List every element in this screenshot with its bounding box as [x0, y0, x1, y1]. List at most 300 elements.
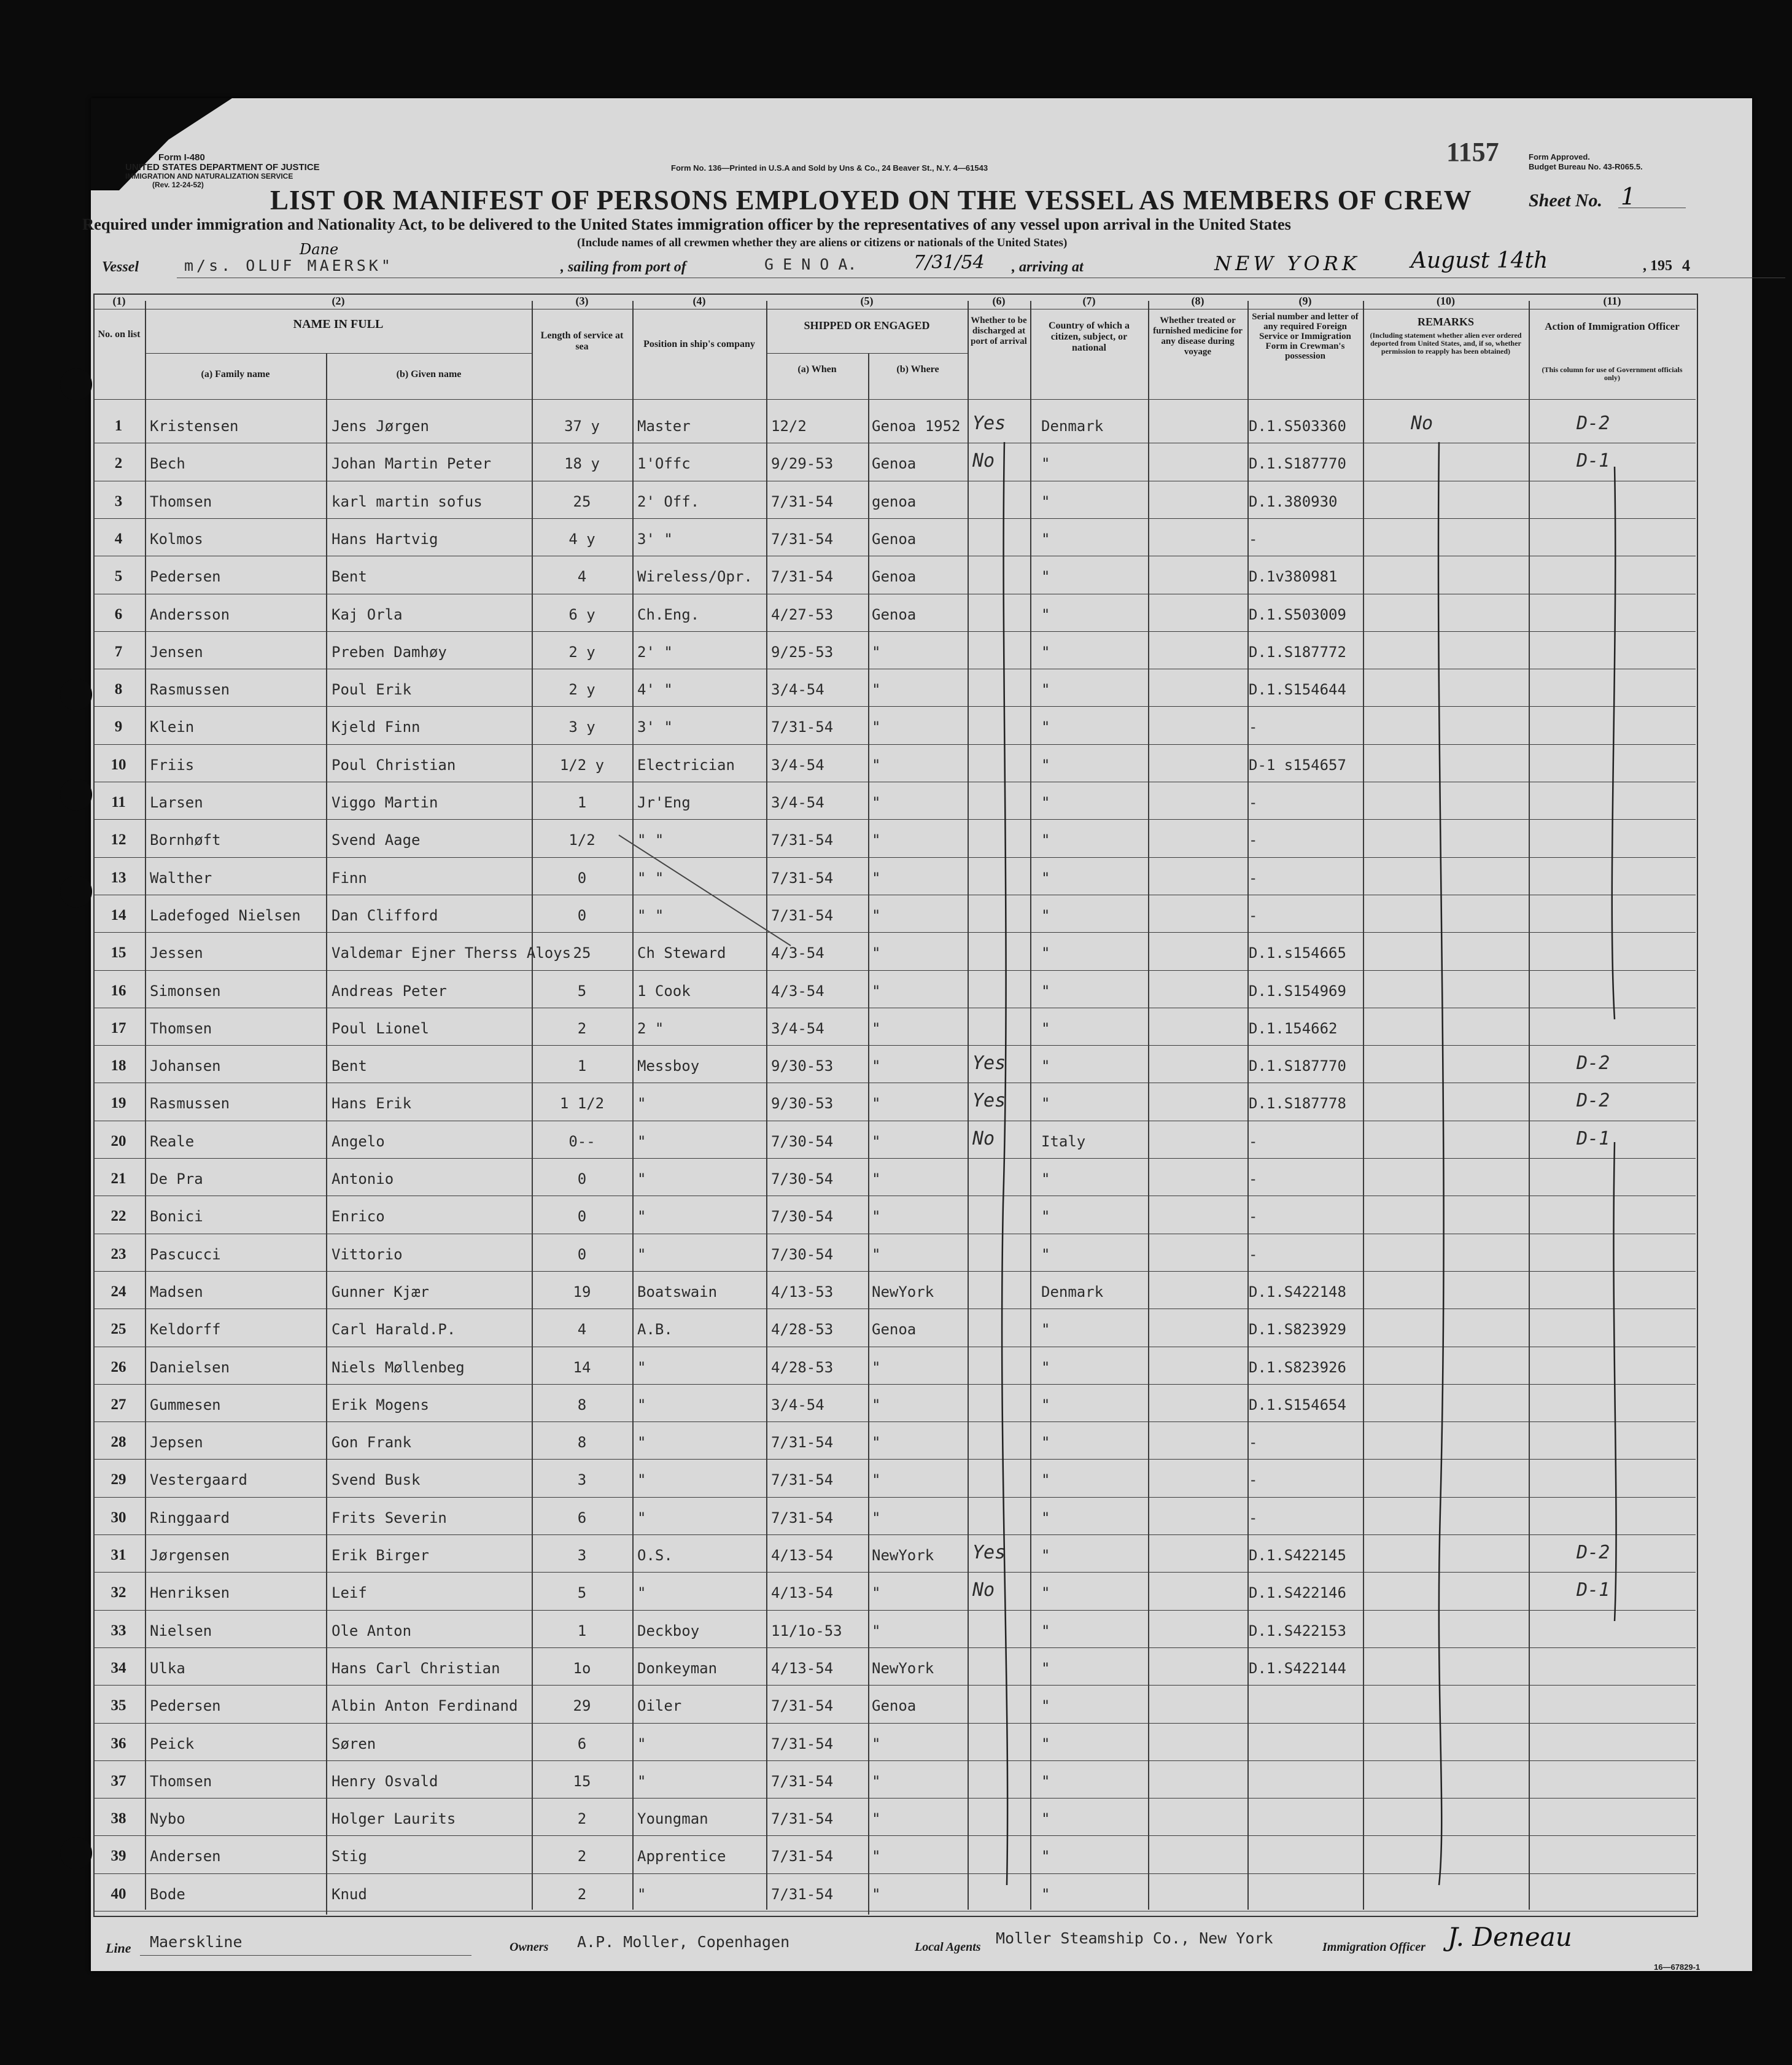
cell-country: "	[1041, 1622, 1050, 1639]
cell-service: 29	[573, 1697, 591, 1715]
cell-n: 36	[111, 1735, 126, 1752]
cell-when: 7/31-54	[771, 1471, 834, 1489]
cell-position: "	[637, 1396, 646, 1414]
cell-country: "	[1041, 605, 1050, 623]
col-header-service: Length of service at sea	[540, 330, 624, 352]
cell-when: 4/13-54	[771, 1584, 834, 1602]
col-header-where: (b) Where	[896, 364, 939, 375]
cell-family: Andersen	[150, 1848, 221, 1865]
cell-given: Bent	[332, 568, 367, 586]
footer-underline	[140, 1955, 471, 1956]
cell-family: Bornhøft	[150, 831, 221, 849]
footer-line-label: Line	[106, 1940, 131, 1956]
cell-family: Pascucci	[150, 1245, 221, 1263]
col-header-family-name: (a) Family name	[201, 369, 270, 379]
footer-officer-label: Immigration Officer	[1322, 1940, 1425, 1954]
vessel-value: m/s. OLUF MAERSK"	[184, 257, 394, 274]
cell-when: 9/30-53	[771, 1095, 834, 1113]
col6-number: (6)	[992, 295, 1006, 307]
cell-given: Kaj Orla	[332, 605, 403, 623]
col-header-given-name: (b) Given name	[396, 369, 462, 379]
cell-when: 4/13-54	[771, 1547, 834, 1564]
cell-n: 16	[111, 982, 126, 999]
cell-given: Kjeld Finn	[332, 718, 421, 736]
cell-where: genoa	[872, 492, 917, 510]
cell-n: 39	[111, 1848, 126, 1865]
cell-country: "	[1041, 530, 1050, 548]
cell-when: 3/4-54	[771, 794, 824, 811]
col7-number: (7)	[1082, 295, 1096, 307]
cell-country: "	[1041, 1057, 1050, 1075]
cell-country: "	[1041, 1810, 1050, 1828]
cell-given: Antonio	[332, 1170, 394, 1188]
cell-form: D.1.S154654	[1249, 1396, 1346, 1414]
cell-where: "	[872, 1095, 881, 1113]
cell-form: -	[1249, 718, 1258, 736]
cell-given: Hans Hartvig	[332, 530, 438, 548]
cell-where: "	[872, 1509, 881, 1526]
cell-family: Simonsen	[150, 982, 221, 1000]
cell-position: "	[637, 1772, 646, 1790]
cell-position: "	[637, 1471, 646, 1489]
cell-given: Finn	[332, 869, 367, 887]
cell-where: Genoa	[872, 1697, 917, 1715]
cell-service: 2 y	[568, 681, 595, 699]
cell-service: 6	[577, 1509, 587, 1526]
cell-action: D-1	[1577, 1127, 1610, 1149]
cell-family: Jørgensen	[150, 1547, 230, 1564]
cell-n: 35	[111, 1697, 126, 1714]
cell-form: D.1.S154969	[1249, 982, 1346, 1000]
cell-position: "	[637, 1095, 646, 1113]
cell-position: "	[637, 1170, 646, 1188]
cell-where: "	[872, 1471, 881, 1489]
sailing-port: G E N O A.	[764, 255, 857, 273]
cell-position: 2' Off.	[637, 492, 700, 510]
cell-position: 3' "	[637, 718, 673, 736]
cell-service: 37 y	[564, 418, 600, 435]
col10-number: (10)	[1437, 295, 1455, 307]
approval-line: Form Approved.	[1529, 152, 1590, 161]
cell-service: 6 y	[568, 605, 595, 623]
cell-where: "	[872, 1848, 881, 1865]
cell-discharge: No	[972, 1579, 995, 1601]
cell-given: Poul Christian	[332, 756, 456, 774]
cell-service: 5	[577, 982, 587, 1000]
cell-family: Jessen	[150, 944, 203, 962]
cell-when: 12/2	[771, 418, 807, 435]
cell-when: 3/4-54	[771, 1019, 824, 1037]
cell-family: Madsen	[150, 1283, 203, 1301]
cell-family: Pedersen	[150, 568, 221, 586]
cell-given: Svend Busk	[332, 1471, 421, 1489]
cell-country: "	[1041, 831, 1050, 849]
cell-form: D.1.S422145	[1249, 1547, 1346, 1564]
cell-given: Holger Laurits	[332, 1810, 456, 1828]
cell-where: "	[872, 718, 881, 736]
cell-position: "	[637, 1885, 646, 1903]
cell-family: Bode	[150, 1885, 185, 1903]
subtitle-note: (Include names of all crewmen whether they are aliens or citizens or nationals of the United States)	[577, 236, 1068, 249]
sheet-label: Sheet No.	[1529, 190, 1602, 211]
cell-when: 7/31-54	[771, 1772, 834, 1790]
cell-position: 3' "	[637, 530, 673, 548]
cell-form: -	[1249, 906, 1258, 924]
cell-family: Henriksen	[150, 1584, 230, 1602]
cell-given: Niels Møllenbeg	[332, 1358, 465, 1376]
cell-service: 0	[577, 1245, 587, 1263]
cell-given: Albin Anton Ferdinand	[332, 1697, 518, 1715]
col-header-shipped: SHIPPED OR ENGAGED	[804, 319, 930, 332]
cell-service: 15	[573, 1772, 591, 1790]
cell-action: D-1	[1577, 450, 1610, 472]
col-header-when: (a) When	[797, 364, 837, 375]
cell-when: 4/28-53	[771, 1321, 834, 1339]
cell-service: 1	[577, 1057, 587, 1075]
cell-where: "	[872, 1622, 881, 1639]
cell-action: D-2	[1577, 413, 1610, 434]
cell-form: -	[1249, 1245, 1258, 1263]
col3-number: (3)	[575, 295, 589, 307]
cell-n: 29	[111, 1471, 126, 1488]
cell-when: 7/31-54	[771, 1848, 834, 1865]
cell-form: D.1v380981	[1249, 568, 1338, 586]
cell-where: NewYork	[872, 1283, 934, 1301]
cell-service: 1 1/2	[559, 1095, 605, 1113]
col-header-country: Country of which a citizen, subject, or national	[1048, 321, 1130, 353]
cell-position: Deckboy	[637, 1622, 700, 1639]
cell-service: 2	[577, 1885, 587, 1903]
cell-given: Angelo	[332, 1132, 385, 1150]
cell-family: Thomsen	[150, 1772, 212, 1790]
cell-family: Klein	[150, 718, 195, 736]
cell-n: 34	[111, 1659, 126, 1676]
cell-position: 2' "	[637, 643, 673, 661]
department-line: UNITED STATES DEPARTMENT OF JUSTICE	[125, 162, 320, 173]
cell-when: 7/30-54	[771, 1208, 834, 1226]
cell-service: 2	[577, 1848, 587, 1865]
cell-service: 2 y	[568, 643, 595, 661]
cell-position: "	[637, 1358, 646, 1376]
cell-service: 0--	[568, 1132, 595, 1150]
cell-when: 11/1o-53	[771, 1622, 842, 1639]
cell-country: "	[1041, 756, 1050, 774]
cell-family: Keldorff	[150, 1321, 221, 1339]
cell-when: 4/3-54	[771, 982, 824, 1000]
cell-where: "	[872, 1358, 881, 1376]
cell-when: 4/27-53	[771, 605, 834, 623]
col-header-list-number: No. on list	[98, 329, 141, 340]
cell-where: "	[872, 1584, 881, 1602]
cell-n: 38	[111, 1810, 126, 1827]
cell-where: Genoa	[872, 605, 917, 623]
cell-given: Dan Clifford	[332, 906, 438, 924]
cell-family: Gummesen	[150, 1396, 221, 1414]
cell-n: 2	[114, 455, 123, 472]
cell-given: Hans Carl Christian	[332, 1659, 500, 1677]
cell-country: "	[1041, 1095, 1050, 1113]
cell-country: "	[1041, 1019, 1050, 1037]
cell-given: Poul Erik	[332, 681, 412, 699]
cell-country: "	[1041, 1471, 1050, 1489]
year-label: , 195	[1643, 258, 1672, 274]
cell-form: D.1.S823929	[1249, 1321, 1346, 1339]
vessel-label: Vessel	[102, 259, 139, 275]
cell-family: Jepsen	[150, 1434, 203, 1452]
cell-country: "	[1041, 1735, 1050, 1752]
cell-service: 1/2	[568, 831, 595, 849]
page-title: LIST OR MANIFEST OF PERSONS EMPLOYED ON THE VESSEL AS MEMBERS OF CREW	[270, 185, 1472, 216]
col4-number: (4)	[692, 295, 706, 307]
cell-form: -	[1249, 1434, 1258, 1452]
cell-action: D-2	[1577, 1542, 1610, 1563]
cell-when: 7/31-54	[771, 831, 834, 849]
cell-given: Søren	[332, 1735, 376, 1752]
cell-when: 7/31-54	[771, 1434, 834, 1452]
cell-country: "	[1041, 869, 1050, 887]
cell-country: "	[1041, 906, 1050, 924]
cell-family: Peick	[150, 1735, 195, 1752]
cell-where: Genoa	[872, 455, 917, 473]
cell-where: "	[872, 1132, 881, 1150]
cell-service: 5	[577, 1584, 587, 1602]
cell-form: -	[1249, 1471, 1258, 1489]
cell-n: 31	[111, 1547, 126, 1563]
cell-country: "	[1041, 1208, 1050, 1226]
col-header-discharge: Whether to be discharged at port of arrival	[971, 316, 1027, 346]
cell-family: Kristensen	[150, 418, 239, 435]
cell-given: Ole Anton	[332, 1622, 412, 1639]
cell-family: Andersson	[150, 605, 230, 623]
cell-where: "	[872, 944, 881, 962]
col-header-name: NAME IN FULL	[293, 317, 384, 331]
handwritten-strokes	[91, 98, 1752, 1971]
col9-number: (9)	[1298, 295, 1312, 307]
cell-given: Knud	[332, 1885, 367, 1903]
cell-where: "	[872, 681, 881, 699]
cell-country: "	[1041, 1584, 1050, 1602]
cell-where: "	[872, 1772, 881, 1790]
cell-country: Denmark	[1041, 1283, 1104, 1301]
cell-when: 9/25-53	[771, 643, 834, 661]
cell-where: "	[872, 869, 881, 887]
cell-position: Master	[637, 418, 691, 435]
cell-when: 7/30-54	[771, 1132, 834, 1150]
cell-form: -	[1249, 1170, 1258, 1188]
cell-country: Italy	[1041, 1132, 1086, 1150]
cell-family: Jensen	[150, 643, 203, 661]
cell-n: 14	[111, 906, 126, 924]
cell-where: NewYork	[872, 1547, 934, 1564]
cell-position: Boatswain	[637, 1283, 718, 1301]
footer-code: 16—67829-1	[1654, 1962, 1701, 1972]
cell-discharge: No	[972, 1127, 995, 1149]
cell-when: 9/30-53	[771, 1057, 834, 1075]
cell-discharge: Yes	[972, 1542, 1006, 1563]
cell-family: Reale	[150, 1132, 195, 1150]
cell-where: "	[872, 756, 881, 774]
cell-service: 1/2 y	[559, 756, 605, 774]
cell-given: Preben Damhøy	[332, 643, 447, 661]
cell-when: 4/13-54	[771, 1659, 834, 1677]
cell-n: 24	[111, 1283, 126, 1300]
cell-family: Larsen	[150, 794, 203, 811]
cell-when: 7/31-54	[771, 869, 834, 887]
cell-position: "	[637, 1132, 646, 1150]
cell-remarks: No	[1411, 413, 1433, 434]
cell-when: 7/31-54	[771, 492, 834, 510]
cell-given: Henry Osvald	[332, 1772, 438, 1790]
form-code: Form I-480	[158, 152, 205, 163]
cell-when: 7/31-54	[771, 568, 834, 586]
cell-when: 3/4-54	[771, 1396, 824, 1414]
cell-n: 40	[111, 1885, 126, 1902]
col-header-serial: Serial number and letter of any required Foreign Service or Immigration Form in Crewman's possession	[1252, 312, 1359, 361]
cell-where: "	[872, 1735, 881, 1752]
printer-line: Form No. 136—Printed in U.S.A and Sold by Uns & Co., 24 Beaver St., N.Y. 4—61543	[671, 163, 988, 173]
cell-service: 1	[577, 1622, 587, 1639]
cell-service: 4 y	[568, 530, 595, 548]
cell-country: "	[1041, 455, 1050, 473]
budget-bureau-line: Budget Bureau No. 43-R065.5.	[1529, 162, 1643, 171]
cell-n: 4	[114, 530, 123, 547]
cell-position: Wireless/Opr.	[637, 568, 753, 586]
cell-when: 4/13-53	[771, 1283, 834, 1301]
cell-country: "	[1041, 718, 1050, 736]
cell-position: 1 Cook	[637, 982, 691, 1000]
cell-n: 27	[111, 1396, 126, 1413]
cell-position: Ch.Eng.	[637, 605, 700, 623]
cell-position: " "	[637, 869, 664, 887]
cell-position: Donkeyman	[637, 1659, 718, 1677]
cell-service: 3 y	[568, 718, 595, 736]
cell-family: Pedersen	[150, 1697, 221, 1715]
cell-position: "	[637, 1584, 646, 1602]
cell-n: 9	[114, 718, 123, 736]
cell-country: "	[1041, 794, 1050, 811]
cell-family: Thomsen	[150, 1019, 212, 1037]
cell-form: D.1.154662	[1249, 1019, 1338, 1037]
cell-where: "	[872, 1019, 881, 1037]
cell-where: "	[872, 1245, 881, 1263]
cell-form: D.1.s154665	[1249, 944, 1346, 962]
cell-given: Hans Erik	[332, 1095, 412, 1113]
cell-when: 7/31-54	[771, 1509, 834, 1526]
cell-service: 3	[577, 1547, 587, 1564]
footer-owners-label: Owners	[510, 1940, 549, 1954]
cell-where: "	[872, 1396, 881, 1414]
cell-n: 6	[114, 605, 123, 623]
cell-when: 7/31-54	[771, 906, 834, 924]
cell-n: 26	[111, 1358, 126, 1375]
sailing-label: , sailing from port of	[560, 259, 686, 275]
cell-n: 8	[114, 681, 123, 698]
cell-form: D.1.S422148	[1249, 1283, 1346, 1301]
cell-n: 33	[111, 1622, 126, 1639]
cell-family: Nielsen	[150, 1622, 212, 1639]
footer-agents-value: Moller Steamship Co., New York	[996, 1929, 1273, 1947]
cell-where: "	[872, 1057, 881, 1075]
cell-service: 6	[577, 1735, 587, 1752]
cell-where: Genoa	[872, 530, 917, 548]
cell-where: "	[872, 1434, 881, 1452]
cell-family: Ulka	[150, 1659, 185, 1677]
col-header-remarks-note: (Including statement whether alien ever ordered deported from United States, and, if so, whether permission to reapply has been obtained)	[1370, 331, 1522, 356]
service-line: IMMIGRATION AND NATURALIZATION SERVICE	[125, 172, 293, 181]
cell-given: Vittorio	[332, 1245, 403, 1263]
cell-when: 3/4-54	[771, 681, 824, 699]
cell-position: " "	[637, 906, 664, 924]
cell-when: 7/31-54	[771, 530, 834, 548]
cell-service: 2	[577, 1019, 587, 1037]
cell-service: 19	[573, 1283, 591, 1301]
cell-n: 3	[114, 492, 123, 510]
cell-form: D.1.S154644	[1249, 681, 1346, 699]
cell-service: 0	[577, 1208, 587, 1226]
cell-n: 13	[111, 869, 126, 886]
cell-position: Apprentice	[637, 1848, 726, 1865]
cell-where: "	[872, 1885, 881, 1903]
cell-where: NewYork	[872, 1659, 934, 1677]
cell-family: Nybo	[150, 1810, 185, 1828]
cell-position: Jr'Eng	[637, 794, 691, 811]
cell-country: "	[1041, 1434, 1050, 1452]
stamp-number: 1157	[1446, 137, 1499, 167]
col5-number: (5)	[860, 295, 874, 307]
col2-number: (2)	[332, 295, 345, 307]
cell-n: 37	[111, 1772, 126, 1789]
footer-agents-label: Local Agents	[915, 1940, 981, 1954]
cell-country: "	[1041, 1547, 1050, 1564]
cell-family: Johansen	[150, 1057, 221, 1075]
cell-form: -	[1249, 831, 1258, 849]
cell-country: "	[1041, 643, 1050, 661]
cell-family: Bech	[150, 455, 185, 473]
cell-service: 8	[577, 1434, 587, 1452]
cell-position: "	[637, 1434, 646, 1452]
sheet-value: 1	[1621, 183, 1636, 210]
cell-n: 7	[114, 643, 123, 660]
cell-given: Carl Harald.P.	[332, 1321, 456, 1339]
cell-action: D-2	[1577, 1090, 1610, 1112]
cell-given: Gon Frank	[332, 1434, 412, 1452]
cell-position: "	[637, 1245, 646, 1263]
cell-country: "	[1041, 944, 1050, 962]
cell-where: "	[872, 1810, 881, 1828]
cell-action: D-2	[1577, 1052, 1610, 1075]
cell-where: "	[872, 1170, 881, 1188]
cell-given: Frits Severin	[332, 1509, 447, 1526]
cell-n: 28	[111, 1434, 126, 1451]
cell-when: 7/31-54	[771, 718, 834, 736]
cell-given: Viggo Martin	[332, 794, 438, 811]
cell-when: 4/3-54	[771, 944, 824, 962]
cell-country: "	[1041, 1321, 1050, 1339]
col-header-remarks: REMARKS	[1417, 316, 1474, 328]
cell-position: Ch Steward	[637, 944, 726, 962]
punch-hole	[60, 779, 92, 811]
cell-family: Danielsen	[150, 1358, 230, 1376]
cell-form: -	[1249, 1509, 1258, 1526]
cell-n: 23	[111, 1245, 126, 1262]
cell-service: 3	[577, 1471, 587, 1489]
cell-family: Ladefoged Nielsen	[150, 906, 301, 924]
cell-given: Erik Mogens	[332, 1396, 429, 1414]
cell-when: 7/31-54	[771, 1810, 834, 1828]
punch-hole	[60, 876, 92, 908]
cell-country: "	[1041, 1848, 1050, 1865]
cell-family: Rasmussen	[150, 681, 230, 699]
